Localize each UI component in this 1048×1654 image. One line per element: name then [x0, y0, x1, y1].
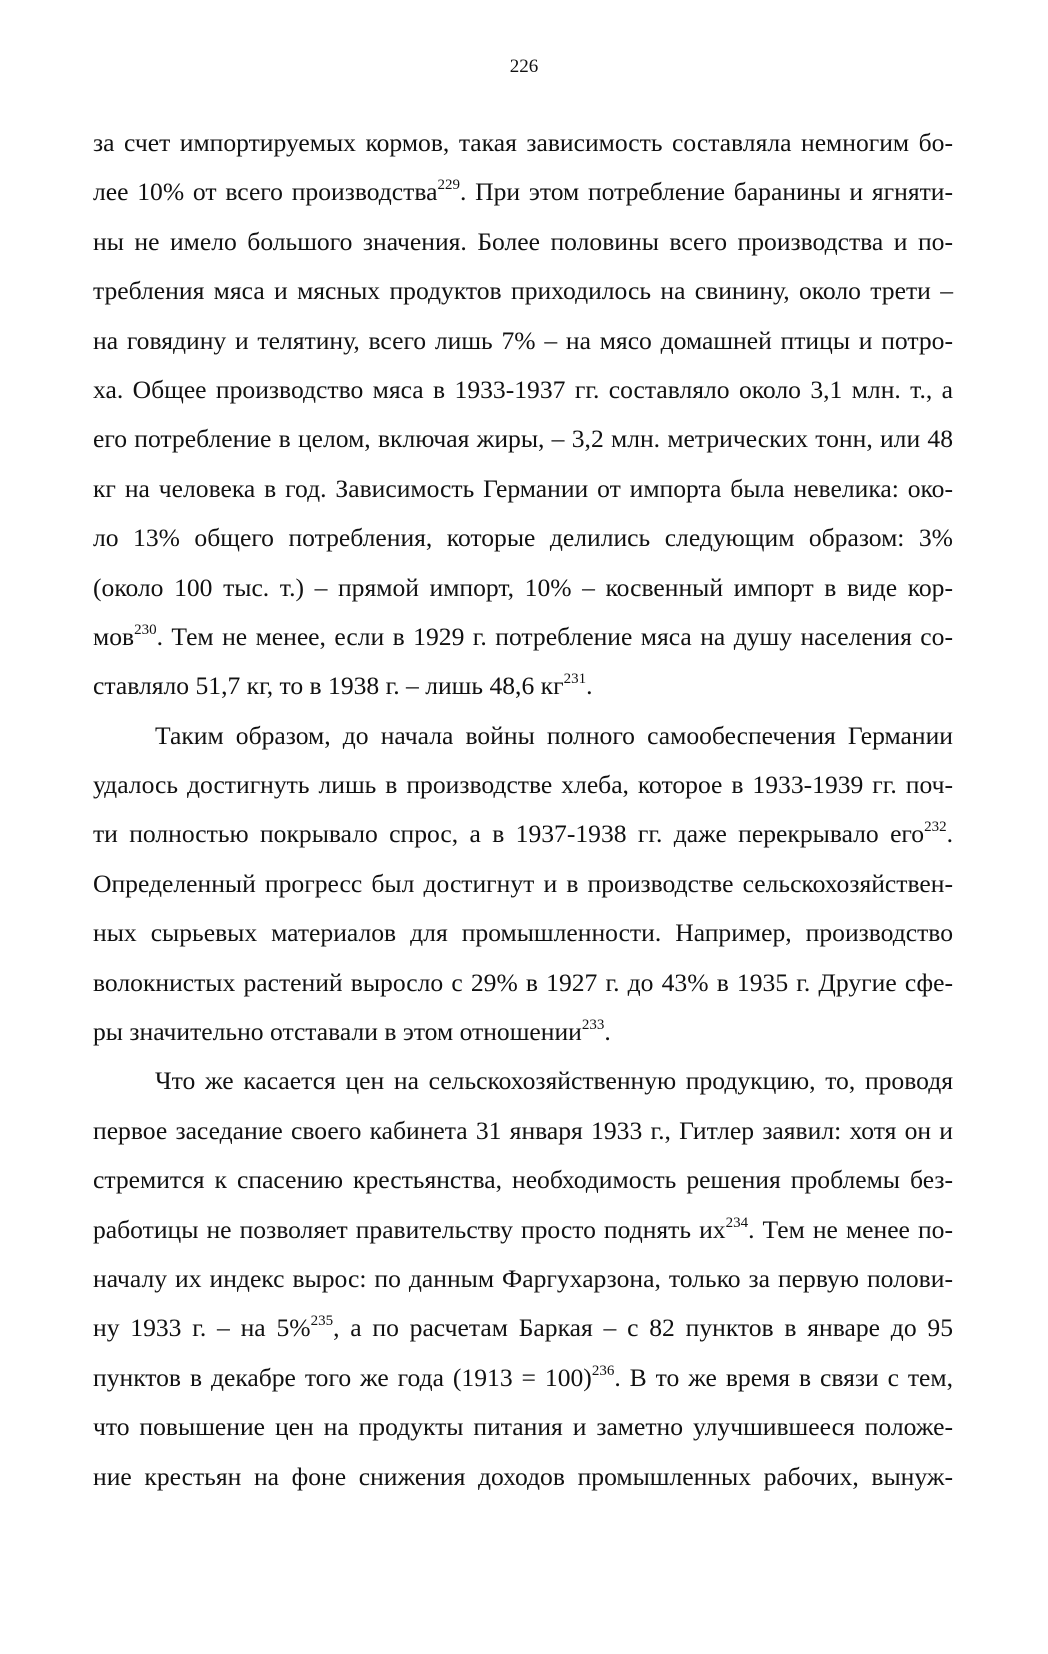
text-line: пунктов в декабре того же года (1913 = 100)$^{236}$. В то же время в связи с тем,	[93, 1362, 953, 1392]
text-line: ну 1933 г. – на 5%$^{235}$, а по расчетам Баркая – с 82 пунктов в январе до 95	[93, 1313, 953, 1343]
text-line: что повышение цен на продукты питания и заметно улучшившееся положе-	[93, 1412, 953, 1442]
text-line: волокнистых растений выросло с 29% в 1927 г. до 43% в 1935 г. Другие сфе-	[93, 967, 953, 997]
paragraph-2	[93, 711, 953, 1057]
footnote-ref: 230	[134, 621, 157, 638]
text-line: ставляло 51,7 кг, то в 1938 г. – лишь 48,6 $кг^{231}$.	[93, 671, 593, 701]
text-line: (около 100 тыс. т.) – прямой импорт, 10% – косвенный импорт в виде кор-	[93, 572, 953, 602]
text-line: ло 13% общего потребления, которые делились следующим образом: 3%	[93, 523, 953, 553]
text-line: Определенный прогресс был достигнут и в производстве сельскохозяйствен-	[93, 868, 953, 898]
text-line: ных сырьевых материалов для промышленности. Например, производство	[93, 918, 953, 948]
text-line: работицы не позволяет правительству просто поднять $их^{234}$. Тем не менее по-	[93, 1214, 953, 1244]
text-line: ры значительно отставали в этом отношении$^{233}$.	[93, 1017, 611, 1047]
paragraph-3	[93, 1056, 953, 1501]
text-line: за счет импортируемых кормов, такая зависимость составляла немногим бо-	[93, 128, 953, 157]
text-line: первое заседание своего кабинета 31 января 1933 г., Гитлер заявил: хотя он и	[93, 1115, 953, 1145]
footnote-ref: 233	[581, 1017, 605, 1034]
footnote-ref: 234	[725, 1214, 749, 1231]
text-line: его потребление в целом, включая жиры, – 3,2 млн. метрических тонн, или 48	[93, 424, 953, 454]
text-line: на говядину и телятину, всего лишь 7% – на мясо домашней птицы и потро-	[93, 325, 953, 355]
text-line: стремится к спасению крестьянства, необходимость решения проблемы без-	[93, 1165, 953, 1195]
footnote-ref: 229	[437, 177, 460, 194]
text-line: кг на человека в год. Зависимость Германии от импорта была невелика: око-	[93, 473, 953, 503]
text-line: ти полностью покрывало спрос, а в 1937-1938 гг. даже перекрывало его$^{232}$.	[93, 819, 953, 849]
text-line: мов$^{230}$. Тем не менее, если в 1929 г. потребление мяса на душу населения со-	[93, 621, 953, 651]
footnote-ref: 231	[563, 671, 587, 688]
text-line: Таким образом, до начала войны полного самообеспечения Германии	[155, 720, 953, 750]
paragraph-1	[93, 118, 953, 711]
text-line: требления мяса и мясных продуктов приходилось на свинину, около трети –	[93, 276, 953, 306]
page-number: 226	[509, 56, 539, 77]
text-line: лее 10% от всего производства$^{229}$. При этом потребление баранины и ягняти-	[93, 177, 953, 207]
footnote-ref: 232	[924, 819, 947, 836]
footnote-ref: 236	[591, 1362, 615, 1379]
text-line: ние крестьян на фоне снижения доходов промышленных рабочих, вынуж-	[93, 1461, 953, 1491]
document-body	[93, 118, 953, 1501]
text-line: ны не имело большого значения. Более половины всего производства и по-	[93, 226, 953, 256]
footnote-ref: 235	[310, 1313, 334, 1330]
text-line: ха. Общее производство мяса в 1933-1937 гг. составляло около 3,1 млн. т., а	[93, 374, 953, 404]
text-line: началу их индекс вырос: по данным Фаргухарзона, только за первую полови-	[93, 1263, 953, 1293]
text-line: Что же касается цен на сельскохозяйственную продукцию, то, проводя	[155, 1066, 953, 1096]
text-line: удалось достигнуть лишь в производстве хлеба, которое в 1933-1939 гг. поч-	[93, 770, 953, 800]
